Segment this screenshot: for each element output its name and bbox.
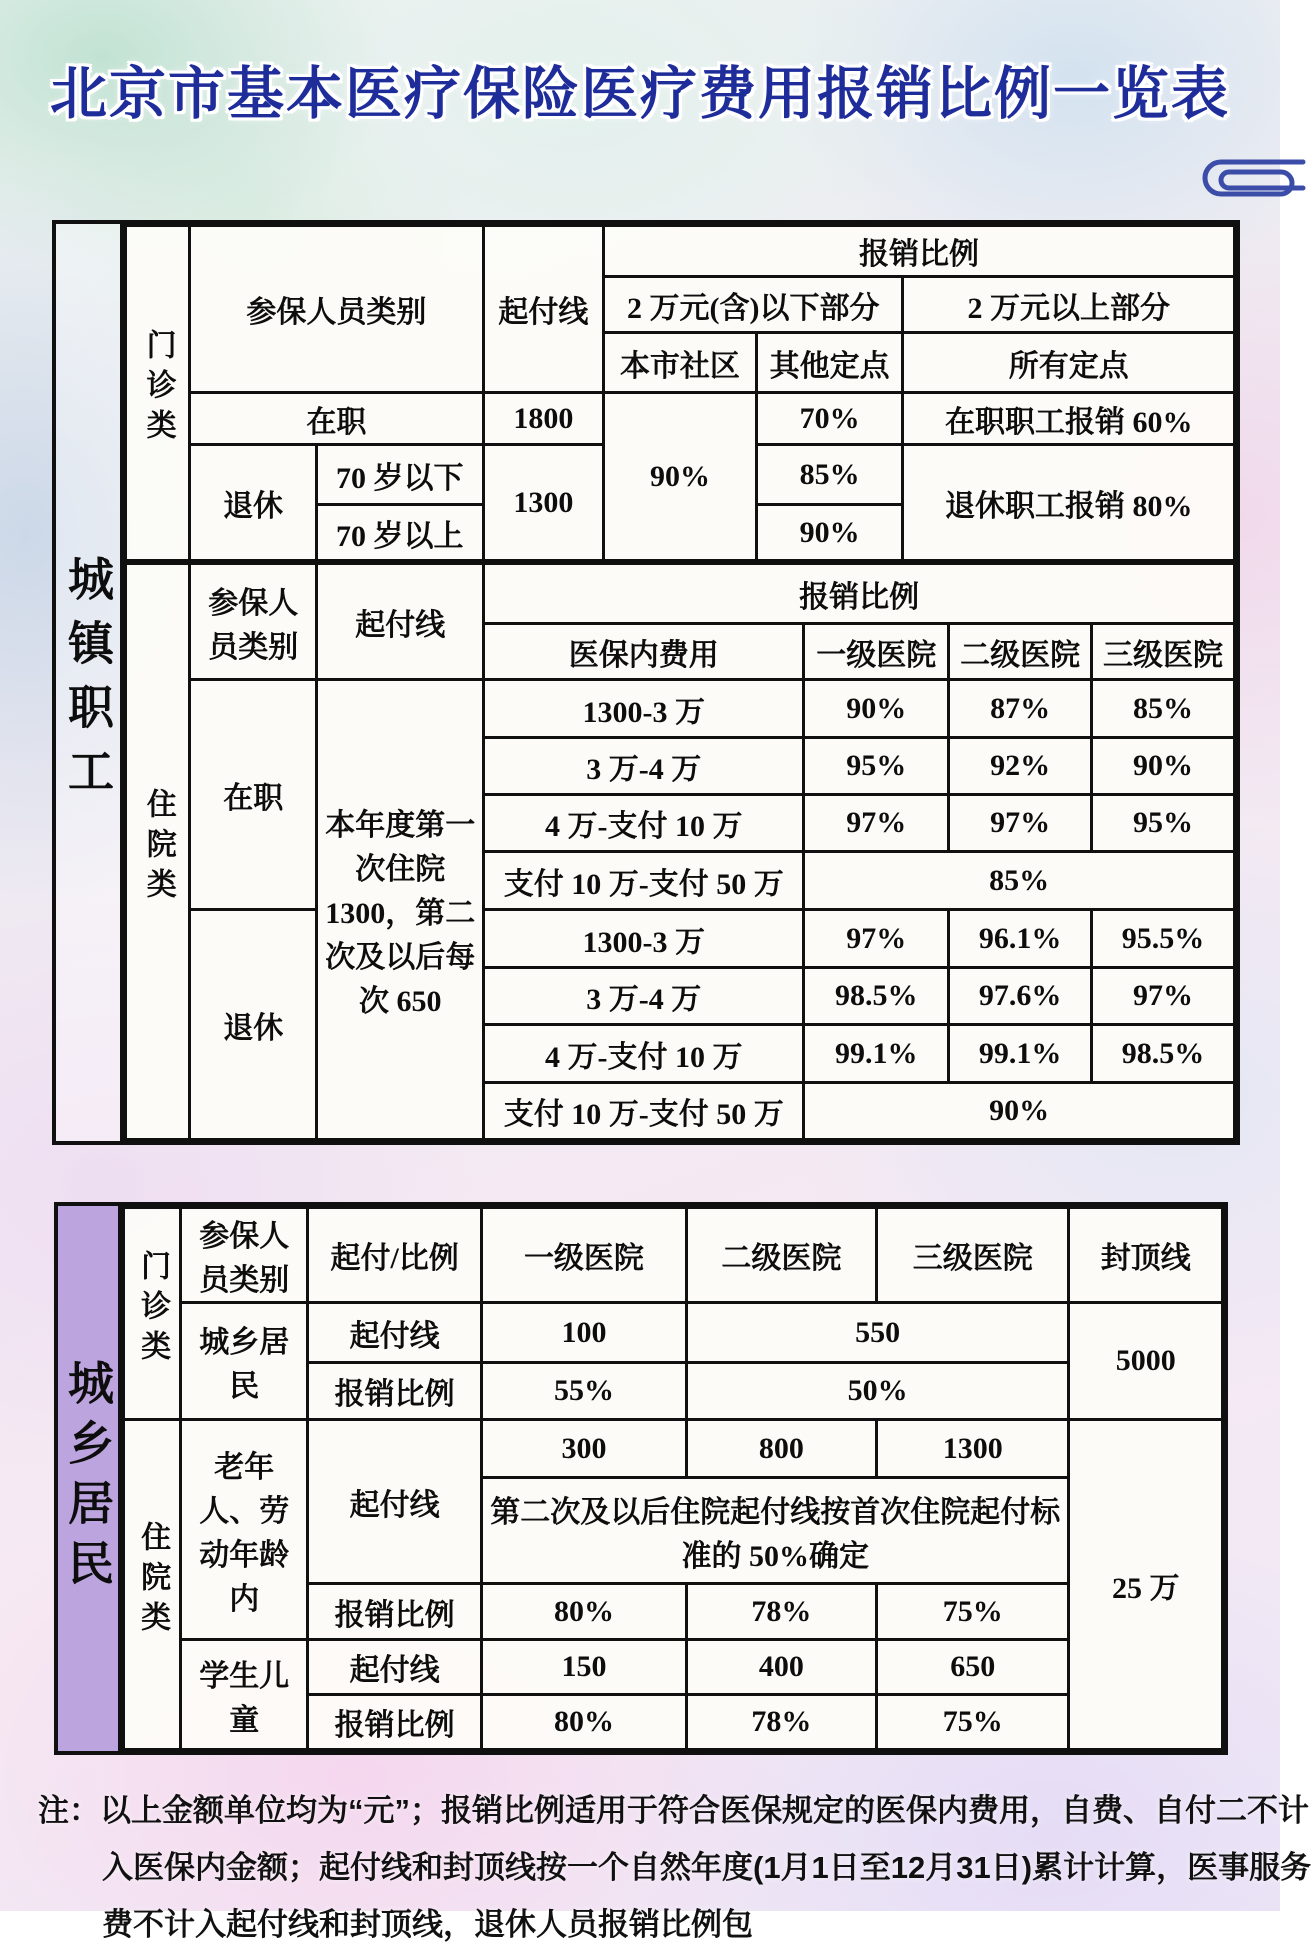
cell-tier1: 90% bbox=[804, 680, 949, 738]
cell-tier2: 97% bbox=[949, 795, 1092, 852]
header-deductible-ratio: 起付/比例 bbox=[308, 1208, 482, 1303]
cell-tier1-deductible: 150 bbox=[482, 1640, 687, 1695]
cell-tier2-ratio: 78% bbox=[686, 1584, 876, 1640]
resident-insurance-table bbox=[54, 1202, 1228, 1755]
cell-tier1-ratio: 80% bbox=[482, 1695, 687, 1750]
cell-repeat-admission-note: 第二次及以后住院起付线按首次住院起付标准的 50%确定 bbox=[482, 1478, 1069, 1584]
employee-table-stack bbox=[124, 224, 1236, 1141]
cell-range: 4 万-支付 10 万 bbox=[484, 1025, 804, 1083]
outpatient-section-cell bbox=[124, 1208, 181, 1420]
inpatient-section-label: 住院类 bbox=[136, 1520, 170, 1641]
cell-tier3: 97% bbox=[1092, 968, 1235, 1025]
header-above-20k: 2 万元以上部分 bbox=[903, 277, 1235, 333]
cell-tier2-deductible: 400 bbox=[686, 1640, 876, 1695]
cell-retired-deductible: 1300 bbox=[483, 445, 604, 561]
header-tier3-hospital: 三级医院 bbox=[877, 1208, 1069, 1303]
header-tier2-hospital: 二级医院 bbox=[949, 624, 1092, 680]
cell-tier3: 98.5% bbox=[1092, 1025, 1235, 1083]
row-label-students-children: 学生儿童 bbox=[181, 1640, 308, 1750]
employee-inpatient-table bbox=[124, 562, 1236, 1141]
cell-retired-above-ratio: 退休职工报销 80% bbox=[903, 445, 1235, 561]
cell-over70-other-ratio: 90% bbox=[756, 505, 903, 561]
header-tier3-hospital: 三级医院 bbox=[1092, 624, 1235, 680]
row-label-active: 在职 bbox=[190, 680, 317, 910]
cell-tier1-deductible: 300 bbox=[482, 1420, 687, 1478]
cell-tier2: 87% bbox=[949, 680, 1092, 738]
cell-range: 3 万-4 万 bbox=[484, 738, 804, 795]
cell-tier1: 97% bbox=[804, 795, 949, 852]
inpatient-section-cell bbox=[124, 1420, 181, 1750]
employee-insurance-table bbox=[52, 220, 1240, 1145]
inpatient-section-label: 住院类 bbox=[141, 787, 175, 908]
cell-tier1: 97% bbox=[804, 910, 949, 968]
cell-tier1: 99.1% bbox=[804, 1025, 949, 1083]
cell-tier2: 97.6% bbox=[949, 968, 1092, 1025]
inpatient-section-cell bbox=[126, 564, 190, 1140]
resident-table-grid bbox=[122, 1206, 1224, 1751]
outpatient-section-label: 门诊类 bbox=[136, 1249, 170, 1370]
header-deductible: 起付线 bbox=[317, 564, 484, 680]
cell-tier3-ratio: 75% bbox=[877, 1584, 1069, 1640]
footnote: 注：以上金额单位均为“元”；报销比例适用于符合医保规定的医保内费用，自费、自付二不计入医保内金额；起付线和封顶线按一个自然年度(1月1日至12月31日)累计计算，医事服务费不计入起付线和封顶线，退休人员报销比例包 bbox=[38, 1793, 1312, 1942]
cell-tier3: 95.5% bbox=[1092, 910, 1235, 968]
cell-outpatient-cap: 5000 bbox=[1069, 1303, 1223, 1420]
cell-range: 1300-3 万 bbox=[484, 680, 804, 738]
employee-group-label: 城镇职工 bbox=[62, 554, 114, 811]
cell-active-other-ratio: 70% bbox=[756, 393, 903, 445]
cell-active-above-ratio: 在职职工报销 60% bbox=[903, 393, 1235, 445]
outpatient-section-label: 门诊类 bbox=[141, 329, 175, 449]
cell-deductible-note: 本年度第一次住院 1300，第二次及以后每次 650 bbox=[317, 680, 484, 1140]
cell-tier2: 96.1% bbox=[949, 910, 1092, 968]
cell-tier3: 85% bbox=[1092, 680, 1235, 738]
header-local-community: 本市社区 bbox=[604, 333, 757, 393]
cell-tier23-deductible: 550 bbox=[686, 1303, 1069, 1363]
row-label-retired: 退休 bbox=[190, 910, 317, 1140]
row-label-retired: 退休 bbox=[190, 445, 317, 561]
row-label-elderly-working-age: 老年人、劳动年龄内 bbox=[181, 1420, 308, 1640]
cell-range: 4 万-支付 10 万 bbox=[484, 795, 804, 852]
row-label-under70: 70 岁以下 bbox=[316, 445, 483, 505]
row-label-urban-rural-residents: 城乡居民 bbox=[181, 1303, 308, 1420]
cell-range: 1300-3 万 bbox=[484, 910, 804, 968]
cell-range: 3 万-4 万 bbox=[484, 968, 804, 1025]
cell-tier2: 92% bbox=[949, 738, 1092, 795]
header-below-20k: 2 万元(含)以下部分 bbox=[604, 277, 903, 333]
cell-inpatient-cap: 25 万 bbox=[1069, 1420, 1223, 1750]
cell-tier2-ratio: 78% bbox=[686, 1695, 876, 1750]
cell-tier2: 99.1% bbox=[949, 1025, 1092, 1083]
resident-table-stack bbox=[122, 1206, 1224, 1751]
row-label-deductible: 起付线 bbox=[308, 1303, 482, 1363]
header-tier1-hospital: 一级医院 bbox=[804, 624, 949, 680]
cell-tier1: 95% bbox=[804, 738, 949, 795]
cell-tier1-ratio: 55% bbox=[482, 1363, 687, 1420]
header-reimbursement-ratio: 报销比例 bbox=[484, 564, 1235, 624]
cell-community-ratio: 90% bbox=[604, 393, 757, 561]
cell-range: 支付 10 万-支付 50 万 bbox=[484, 852, 804, 910]
page-title: 北京市基本医疗保险医疗费用报销比例一览表 bbox=[50, 62, 1230, 126]
row-label-deductible: 起付线 bbox=[308, 1640, 482, 1695]
cell-under70-other-ratio: 85% bbox=[756, 445, 903, 505]
cell-all-tiers: 85% bbox=[804, 852, 1235, 910]
cell-tier1-deductible: 100 bbox=[482, 1303, 687, 1363]
header-person-category: 参保人员类别 bbox=[181, 1208, 308, 1303]
outpatient-section-cell bbox=[126, 226, 190, 561]
cell-tier3-ratio: 75% bbox=[877, 1695, 1069, 1750]
cell-active-deductible: 1800 bbox=[483, 393, 604, 445]
row-label-deductible: 起付线 bbox=[308, 1420, 482, 1584]
cell-tier3: 90% bbox=[1092, 738, 1235, 795]
row-label-active: 在职 bbox=[190, 393, 483, 445]
cell-tier2-deductible: 800 bbox=[686, 1420, 876, 1478]
cell-all-tiers: 90% bbox=[804, 1083, 1235, 1140]
resident-group-label: 城乡居民 bbox=[62, 1358, 114, 1599]
cell-tier3-deductible: 650 bbox=[877, 1640, 1069, 1695]
header-all-designated: 所有定点 bbox=[903, 333, 1235, 393]
header-covered-fee: 医保内费用 bbox=[484, 624, 804, 680]
header-other-designated: 其他定点 bbox=[756, 333, 903, 393]
cell-range: 支付 10 万-支付 50 万 bbox=[484, 1083, 804, 1140]
employee-group-column bbox=[56, 224, 124, 1141]
paperclip-icon bbox=[1183, 146, 1303, 216]
row-label-ratio: 报销比例 bbox=[308, 1363, 482, 1420]
row-label-ratio: 报销比例 bbox=[308, 1584, 482, 1640]
cell-tier3-deductible: 1300 bbox=[877, 1420, 1069, 1478]
header-person-category: 参保人员类别 bbox=[190, 226, 483, 393]
cell-tier1-ratio: 80% bbox=[482, 1584, 687, 1640]
header-cap-line: 封顶线 bbox=[1069, 1208, 1223, 1303]
row-label-ratio: 报销比例 bbox=[308, 1695, 482, 1750]
header-tier2-hospital: 二级医院 bbox=[686, 1208, 876, 1303]
header-reimbursement-ratio: 报销比例 bbox=[604, 226, 1235, 277]
header-deductible: 起付线 bbox=[483, 226, 604, 393]
header-person-category: 参保人员类别 bbox=[190, 564, 317, 680]
cell-tier1: 98.5% bbox=[804, 968, 949, 1025]
cell-tier3: 95% bbox=[1092, 795, 1235, 852]
resident-group-column bbox=[58, 1206, 122, 1751]
cell-tier23-ratio: 50% bbox=[686, 1363, 1069, 1420]
header-tier1-hospital: 一级医院 bbox=[482, 1208, 687, 1303]
row-label-over70: 70 岁以上 bbox=[316, 505, 483, 561]
employee-outpatient-table bbox=[124, 224, 1236, 562]
